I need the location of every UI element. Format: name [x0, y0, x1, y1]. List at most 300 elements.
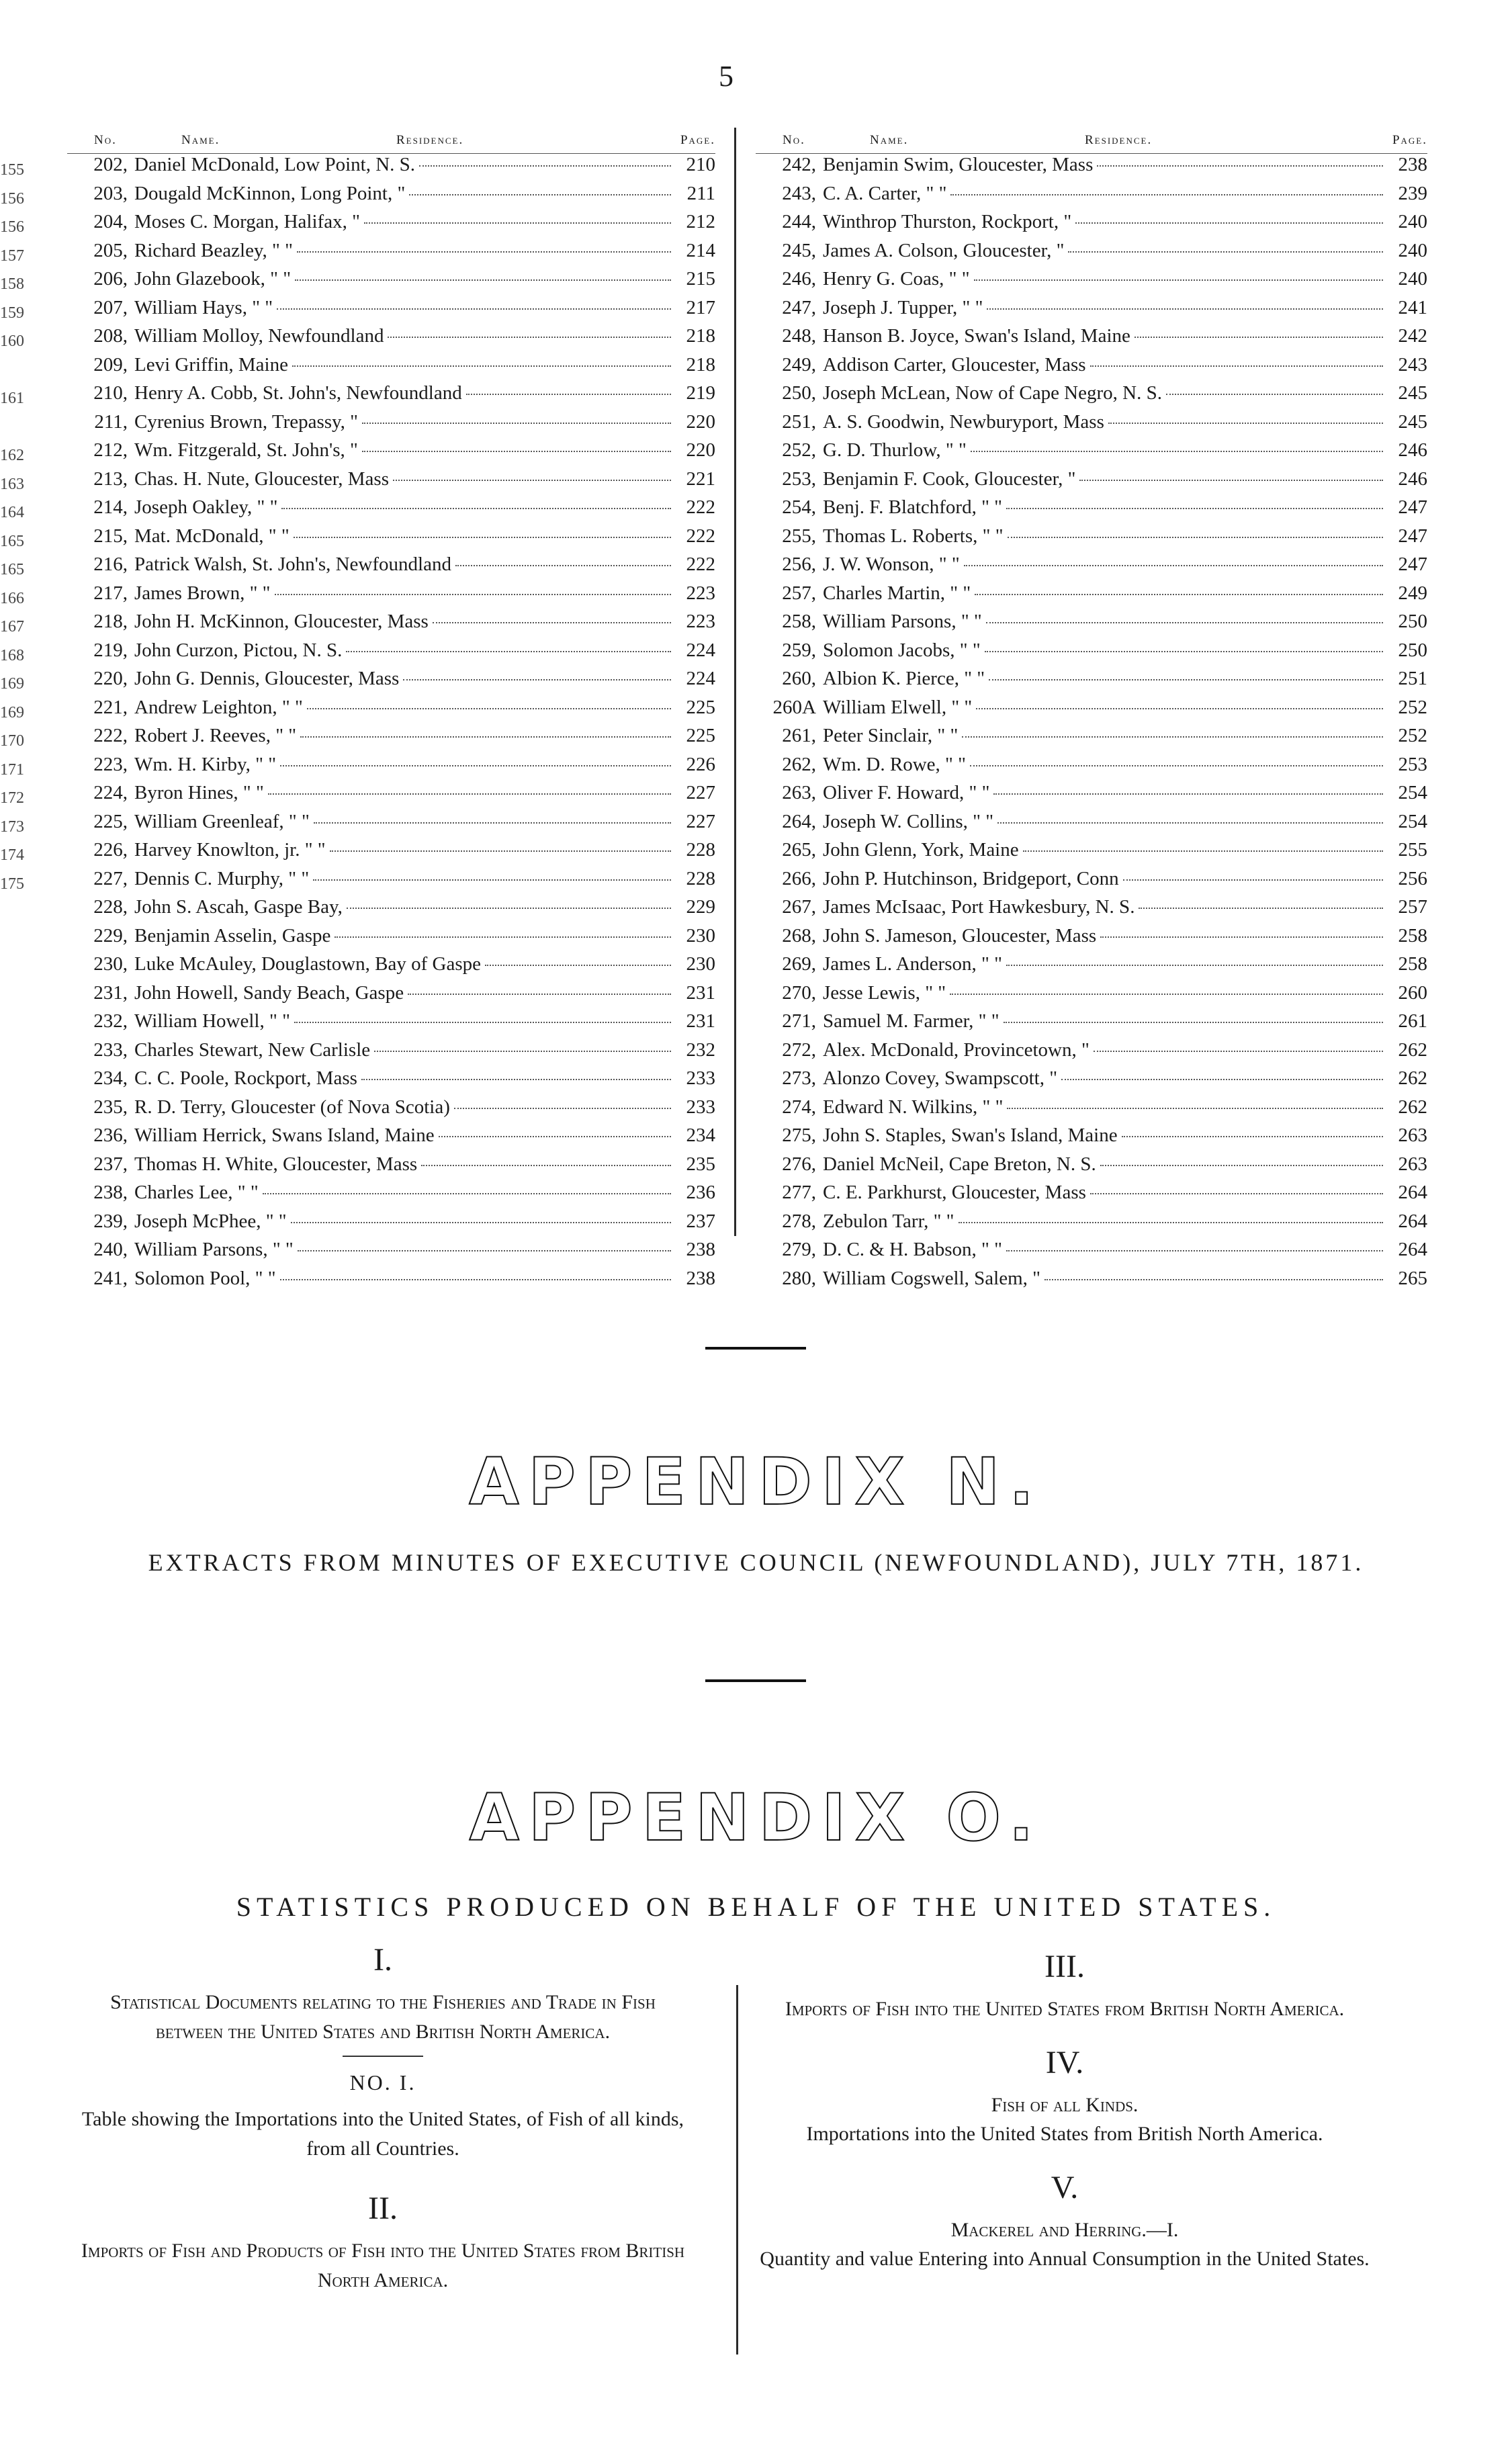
- entry-number: 236,: [93, 1125, 128, 1146]
- entry-name-residence: Addison Carter, Gloucester, Mass: [823, 353, 1086, 376]
- dot-leader: [985, 651, 1383, 652]
- witness-entry: [756, 1182, 1427, 1211]
- witness-entry: [756, 1125, 1427, 1153]
- margin-number: [0, 1012, 30, 1041]
- entry-name-residence: Winthrop Thurston, Rockport, ": [823, 211, 1072, 232]
- entry-name-residence: William Parsons, " ": [823, 611, 982, 632]
- entry-name-residence: Henry G. Coas, " ": [823, 268, 970, 290]
- witness-entry: [756, 668, 1427, 697]
- margin-number: 164: [0, 504, 24, 521]
- dot-leader: [1023, 850, 1383, 852]
- dot-leader: [1135, 337, 1383, 338]
- witness-entry: [756, 811, 1427, 840]
- witness-entry: [67, 1125, 715, 1153]
- header-residence: Residence.: [1085, 133, 1153, 147]
- entry-number: 239,: [93, 1210, 128, 1232]
- dot-leader: [1100, 936, 1383, 938]
- entry-number: 209,: [93, 353, 128, 376]
- witness-entry: [67, 439, 715, 468]
- entry-page: 245: [1398, 410, 1427, 433]
- dot-leader: [986, 622, 1383, 623]
- entry-name-residence: James McIsaac, Port Hawkesbury, N. S.: [823, 896, 1135, 918]
- entry-name-residence: John S. Staples, Swan's Island, Maine: [823, 1125, 1118, 1146]
- entry-number: 229,: [93, 924, 128, 947]
- dot-leader: [374, 1051, 671, 1052]
- entry-number: 247,: [782, 296, 816, 318]
- witness-entry: [756, 925, 1427, 954]
- entry-page: 245: [1398, 382, 1427, 404]
- margin-number: [0, 955, 30, 984]
- entry-page: 240: [1398, 268, 1427, 290]
- entry-number: 231,: [93, 981, 128, 1004]
- dot-leader: [1090, 365, 1383, 367]
- dot-leader: [364, 222, 671, 224]
- margin-number: 173: [0, 818, 24, 836]
- entry-number: 202,: [93, 154, 128, 175]
- entry-page: 258: [1398, 924, 1427, 947]
- witness-entry: [67, 411, 715, 440]
- dot-leader: [971, 451, 1383, 452]
- dot-leader: [989, 679, 1383, 680]
- entry-number: 240,: [93, 1239, 128, 1260]
- entry-name-residence: Edward N. Wilkins, " ": [823, 1096, 1004, 1118]
- dot-leader: [987, 308, 1383, 310]
- header-name: Name.: [870, 133, 909, 147]
- entry-number: 278,: [782, 1210, 816, 1232]
- entry-name-residence: D. C. & H. Babson, " ": [823, 1239, 1002, 1260]
- entry-page: 255: [1398, 839, 1427, 861]
- witness-entry: [67, 811, 715, 840]
- entry-name-residence: Harvey Knowlton, jr. " ": [134, 839, 326, 861]
- entry-page: 264: [1398, 1239, 1427, 1260]
- dot-leader: [280, 1279, 671, 1280]
- entry-page: 257: [1398, 896, 1427, 918]
- header-page: Page.: [680, 133, 715, 147]
- witness-entry: [756, 525, 1427, 554]
- dot-leader: [280, 765, 671, 766]
- dot-leader: [297, 251, 671, 253]
- entry-number: 224,: [93, 782, 128, 803]
- entry-number: 235,: [93, 1096, 128, 1118]
- dot-leader: [439, 1136, 671, 1137]
- entry-page: 243: [1398, 353, 1427, 376]
- entry-number: 261,: [782, 725, 816, 746]
- section-iii-text: Imports of Fish into the United States from British North America.: [785, 1998, 1345, 2020]
- entry-name-residence: Thomas H. White, Gloucester, Mass: [134, 1153, 418, 1175]
- witness-entry: [67, 982, 715, 1011]
- entry-page: 261: [1398, 1010, 1427, 1032]
- entry-name-residence: Patrick Walsh, St. John's, Newfoundland: [134, 554, 451, 575]
- entry-number: 230,: [93, 953, 128, 975]
- witness-entry: [756, 868, 1427, 897]
- witness-entry: [756, 496, 1427, 525]
- witness-entry: [67, 1182, 715, 1211]
- table-no-i-text: Table showing the Importations into the United States, of Fish of all kinds, from all Countries.: [81, 2108, 684, 2160]
- margin-number: [0, 927, 30, 956]
- entry-name-residence: Alonzo Covey, Swampscott, ": [823, 1067, 1058, 1089]
- entry-name-residence: Daniel McNeil, Cape Breton, N. S.: [823, 1153, 1096, 1175]
- witness-entry: [67, 325, 715, 354]
- appendix-o-divider: [736, 1985, 738, 2355]
- dot-leader: [975, 594, 1383, 595]
- witness-entry: [756, 154, 1427, 183]
- entry-page: 247: [1398, 554, 1427, 575]
- witness-entry: [756, 982, 1427, 1011]
- dot-leader: [295, 279, 671, 281]
- witness-entry: [67, 1153, 715, 1182]
- witness-entry: [756, 439, 1427, 468]
- entry-page: 236: [686, 1182, 715, 1203]
- entry-page: 223: [686, 611, 715, 632]
- entry-number: 258,: [782, 611, 816, 632]
- entry-number: 217,: [93, 582, 128, 604]
- entry-name-residence: William Parsons, " ": [134, 1239, 294, 1260]
- witness-entry: [67, 1211, 715, 1239]
- margin-number: 170: [0, 732, 24, 750]
- dot-leader: [277, 308, 671, 310]
- entry-page: 220: [686, 410, 715, 433]
- entry-number: 220,: [93, 668, 128, 689]
- entry-page: 212: [686, 211, 715, 232]
- entry-page: 247: [1398, 496, 1427, 518]
- entry-number: 204,: [93, 211, 128, 232]
- margin-number: 156: [0, 189, 24, 208]
- witness-entry: [67, 354, 715, 383]
- witness-entry: [67, 782, 715, 811]
- entry-name-residence: Peter Sinclair, " ": [823, 725, 959, 746]
- entry-number: 272,: [782, 1039, 816, 1061]
- dot-leader: [1004, 1022, 1383, 1023]
- entry-number: 271,: [782, 1010, 816, 1032]
- entry-name-residence: A. S. Goodwin, Newburyport, Mass: [823, 410, 1104, 433]
- witness-entry: [756, 953, 1427, 982]
- column-divider: [734, 128, 736, 1236]
- entry-name-residence: Benj. F. Blatchford, " ": [823, 496, 1003, 518]
- witness-entry: [67, 1096, 715, 1125]
- witness-entry: [67, 839, 715, 868]
- dot-leader: [1061, 1079, 1383, 1080]
- entry-number: 227,: [93, 867, 128, 889]
- section-v-heading: Mackerel and Herring.—I.: [950, 2218, 1179, 2241]
- entry-name-residence: Solomon Jacobs, " ": [823, 639, 981, 661]
- witness-entry: [756, 640, 1427, 668]
- header-page: Page.: [1392, 133, 1427, 147]
- margin-number: [0, 898, 30, 927]
- entry-number: 275,: [782, 1125, 816, 1146]
- appendix-n-subtitle: EXTRACTS FROM MINUTES OF EXECUTIVE COUNCIL (NEWFOUNDLAND), JULY 7TH, 1871.: [148, 1549, 1364, 1576]
- entry-page: 252: [1398, 725, 1427, 746]
- dot-leader: [268, 793, 671, 795]
- dot-leader: [1044, 1279, 1383, 1280]
- entry-page: 246: [1398, 468, 1427, 490]
- witness-entry: [67, 582, 715, 611]
- entry-name-residence: Alex. McDonald, Provincetown, ": [823, 1039, 1089, 1061]
- entry-name-residence: Zebulon Tarr, " ": [823, 1210, 954, 1232]
- entry-page: 251: [1398, 668, 1427, 689]
- dot-leader: [466, 394, 671, 395]
- margin-number: 163: [0, 475, 24, 493]
- section-v-text: Quantity and value Entering into Annual Consumption in the United States.: [760, 2248, 1370, 2270]
- entry-name-residence: John H. McKinnon, Gloucester, Mass: [134, 611, 429, 632]
- section-numeral-ii: II.: [368, 2191, 398, 2226]
- dot-leader: [1075, 222, 1383, 224]
- entry-name-residence: Charles Stewart, New Carlisle: [134, 1039, 371, 1061]
- entry-page: 210: [686, 154, 715, 175]
- entry-number: 237,: [93, 1153, 128, 1175]
- witness-entry: [67, 525, 715, 554]
- entry-name-residence: Samuel M. Farmer, " ": [823, 1010, 999, 1032]
- entry-page: 225: [686, 725, 715, 746]
- entry-number: 254,: [782, 496, 816, 518]
- margin-number: 156: [0, 218, 24, 236]
- entry-name-residence: Albion K. Pierce, " ": [823, 668, 985, 689]
- entry-name-residence: Wm. Fitzgerald, St. John's, ": [134, 439, 358, 461]
- dot-leader: [454, 1108, 671, 1109]
- entry-name-residence: Andrew Leighton, " ": [134, 696, 303, 718]
- entry-name-residence: William Hays, " ": [134, 296, 273, 318]
- entry-page: 235: [686, 1153, 715, 1175]
- dot-leader: [294, 1022, 671, 1023]
- entry-name-residence: Oliver F. Howard, " ": [823, 782, 990, 803]
- dot-leader: [976, 708, 1383, 709]
- witness-entry: [756, 468, 1427, 497]
- entry-page: 221: [686, 468, 715, 490]
- entry-page: 241: [1398, 296, 1427, 318]
- section-numeral-v: V.: [1051, 2169, 1079, 2205]
- entry-number: 277,: [782, 1182, 816, 1203]
- entry-name-residence: John S. Ascah, Gaspe Bay,: [134, 896, 343, 918]
- entry-page: 254: [1398, 782, 1427, 803]
- entry-page: 250: [1398, 639, 1427, 661]
- dot-leader: [307, 708, 671, 709]
- entry-number: 242,: [782, 154, 816, 175]
- entry-number: 256,: [782, 554, 816, 575]
- entry-number: 206,: [93, 268, 128, 290]
- margin-number: 160: [0, 333, 24, 350]
- entry-name-residence: Charles Lee, " ": [134, 1182, 259, 1203]
- appendix-o-right-block: [756, 1948, 1374, 2274]
- entry-name-residence: John S. Jameson, Gloucester, Mass: [823, 924, 1097, 947]
- witness-entry: [67, 382, 715, 411]
- entry-page: 223: [686, 582, 715, 604]
- dot-leader: [1008, 537, 1383, 538]
- right-column-header: [756, 128, 1427, 154]
- header-no: No.: [94, 133, 117, 147]
- entry-name-residence: Joseph McLean, Now of Cape Negro, N. S.: [823, 382, 1162, 404]
- dot-leader: [409, 194, 671, 195]
- left-margin-numbers: [0, 156, 30, 1069]
- entry-name-residence: Joseph Oakley, " ": [134, 496, 278, 518]
- margin-number: [0, 356, 30, 385]
- entry-page: 224: [686, 639, 715, 661]
- witness-entry: [67, 468, 715, 497]
- dot-leader: [292, 365, 671, 367]
- section-iv-text: Importations into the United States from British North America.: [806, 2123, 1323, 2145]
- entry-page: 225: [686, 696, 715, 718]
- entry-number: 214,: [93, 496, 128, 518]
- entry-page: 238: [686, 1267, 715, 1289]
- entry-name-residence: Richard Beazley, " ": [134, 239, 293, 261]
- entry-page: 217: [686, 296, 715, 318]
- dot-leader: [1100, 1165, 1383, 1166]
- dot-leader: [298, 1250, 671, 1251]
- entry-page: 254: [1398, 810, 1427, 832]
- entry-name-residence: Chas. H. Nute, Gloucester, Mass: [134, 468, 389, 490]
- witness-entry: [67, 1010, 715, 1039]
- entry-number: 246,: [782, 268, 816, 290]
- entry-page: 228: [686, 839, 715, 861]
- entry-page: 264: [1398, 1210, 1427, 1232]
- dot-leader: [346, 651, 671, 652]
- section-i-text: Statistical Documents relating to the Fisheries and Trade in Fish between the United States and British North America.: [110, 1991, 656, 2043]
- witness-entry: [67, 1067, 715, 1096]
- entry-page: 262: [1398, 1067, 1427, 1089]
- entry-number: 280,: [782, 1267, 816, 1289]
- entry-name-residence: Dennis C. Murphy, " ": [134, 867, 310, 889]
- dot-leader: [1006, 508, 1383, 509]
- witness-entry: [756, 1067, 1427, 1096]
- margin-number: 169: [0, 675, 24, 693]
- witness-entry: [67, 1268, 715, 1296]
- entry-number: 270,: [782, 981, 816, 1004]
- dot-leader: [950, 194, 1383, 195]
- entry-name-residence: Thomas L. Roberts, " ": [823, 525, 1004, 547]
- entry-name-residence: Joseph J. Tupper, " ": [823, 296, 983, 318]
- witness-entry: [756, 1268, 1427, 1296]
- dot-leader: [1094, 1051, 1383, 1052]
- dot-leader: [314, 822, 671, 824]
- entry-name-residence: Daniel McDonald, Low Point, N. S.: [134, 154, 416, 175]
- entry-page: 233: [686, 1067, 715, 1089]
- dot-leader: [362, 423, 671, 424]
- entry-page: 231: [686, 981, 715, 1004]
- entry-name-residence: James Brown, " ": [134, 582, 271, 604]
- witness-entry: [756, 1239, 1427, 1268]
- entry-number: 244,: [782, 211, 816, 232]
- witness-entry: [756, 725, 1427, 754]
- entry-name-residence: Benjamin F. Cook, Gloucester, ": [823, 468, 1076, 490]
- entry-number: 222,: [93, 725, 128, 746]
- entry-number: 251,: [782, 410, 816, 433]
- section-ii-text: Imports of Fish and Products of Fish into the United States from British North America.: [81, 2240, 685, 2291]
- right-witness-column: [756, 128, 1427, 1296]
- margin-number: 158: [0, 275, 24, 293]
- entry-number: 216,: [93, 554, 128, 575]
- entry-number: 221,: [93, 696, 128, 718]
- witness-entry: [67, 1039, 715, 1068]
- entry-page: 240: [1398, 211, 1427, 232]
- header-residence: Residence.: [396, 133, 464, 147]
- entry-number: 260,: [782, 668, 816, 689]
- appendix-o-left-block: [81, 1941, 685, 2295]
- entry-number: 232,: [93, 1010, 128, 1032]
- dot-leader: [347, 908, 671, 909]
- entry-number: 210,: [93, 382, 128, 404]
- entry-page: 224: [686, 668, 715, 689]
- entry-number: 276,: [782, 1153, 816, 1175]
- entry-name-residence: John Curzon, Pictou, N. S.: [134, 639, 343, 661]
- entry-page: 220: [686, 439, 715, 461]
- dot-leader: [970, 765, 1383, 766]
- dot-leader: [1097, 165, 1383, 167]
- witness-entry: [67, 268, 715, 297]
- entry-number: 219,: [93, 639, 128, 661]
- witness-entry: [67, 611, 715, 640]
- witness-entry: [756, 183, 1427, 212]
- entry-page: 222: [686, 496, 715, 518]
- dot-leader: [421, 1165, 671, 1166]
- entry-page: 234: [686, 1125, 715, 1146]
- entry-name-residence: William Molloy, Newfoundland: [134, 325, 384, 347]
- dot-leader: [294, 537, 671, 538]
- entry-name-residence: Henry A. Cobb, St. John's, Newfoundland: [134, 382, 462, 404]
- separator-rule: [705, 1347, 806, 1350]
- entry-page: 249: [1398, 582, 1427, 604]
- entry-number: 269,: [782, 953, 816, 975]
- entry-number: 265,: [782, 839, 816, 861]
- witness-entry: [67, 668, 715, 697]
- entry-number: 279,: [782, 1239, 816, 1260]
- entry-number: 267,: [782, 896, 816, 918]
- entry-name-residence: Dougald McKinnon, Long Point, ": [134, 182, 406, 204]
- left-entry-list: [67, 154, 715, 1296]
- dot-leader: [291, 1222, 671, 1223]
- witness-entry: [67, 868, 715, 897]
- entry-number: 213,: [93, 468, 128, 490]
- dot-leader: [1006, 965, 1383, 966]
- entry-number: 226,: [93, 839, 128, 861]
- entry-name-residence: Solomon Pool, " ": [134, 1267, 276, 1289]
- entry-page: 240: [1398, 239, 1427, 261]
- witness-entry: [756, 354, 1427, 383]
- entry-page: 250: [1398, 611, 1427, 632]
- witness-entry: [67, 183, 715, 212]
- dot-leader: [993, 793, 1383, 795]
- entry-page: 222: [686, 525, 715, 547]
- entry-number: 273,: [782, 1067, 816, 1089]
- entry-name-residence: Moses C. Morgan, Halifax, ": [134, 211, 360, 232]
- entry-number: 243,: [782, 182, 816, 204]
- entry-page: 222: [686, 554, 715, 575]
- entry-name-residence: Levi Griffin, Maine: [134, 353, 288, 376]
- witness-entry: [67, 240, 715, 269]
- dot-leader: [1166, 394, 1383, 395]
- entry-name-residence: Jesse Lewis, " ": [823, 981, 946, 1004]
- witness-entry: [756, 582, 1427, 611]
- entry-page: 256: [1398, 867, 1427, 889]
- entry-name-residence: Byron Hines, " ": [134, 782, 264, 803]
- witness-entry: [756, 1153, 1427, 1182]
- witness-entry: [67, 554, 715, 582]
- appendix-o-subtitle: STATISTICS PRODUCED ON BEHALF OF THE UNITED STATES.: [236, 1892, 1276, 1922]
- entry-page: 231: [686, 1010, 715, 1032]
- dot-leader: [335, 936, 671, 938]
- entry-page: 238: [1398, 154, 1427, 175]
- entry-name-residence: C. A. Carter, " ": [823, 182, 947, 204]
- dot-leader: [1079, 480, 1383, 481]
- dot-leader: [1122, 1136, 1383, 1137]
- appendix-n-title: APPENDIX N.: [469, 1444, 1043, 1520]
- dot-leader: [1068, 251, 1383, 253]
- entry-number: 248,: [782, 325, 816, 347]
- margin-number: 174: [0, 846, 24, 864]
- section-numeral-iv: IV.: [1045, 2044, 1084, 2080]
- entry-number: 250,: [782, 382, 816, 404]
- entry-number: 205,: [93, 239, 128, 261]
- dot-leader: [393, 480, 671, 481]
- entry-number: 208,: [93, 325, 128, 347]
- entry-number: 211,: [94, 410, 128, 433]
